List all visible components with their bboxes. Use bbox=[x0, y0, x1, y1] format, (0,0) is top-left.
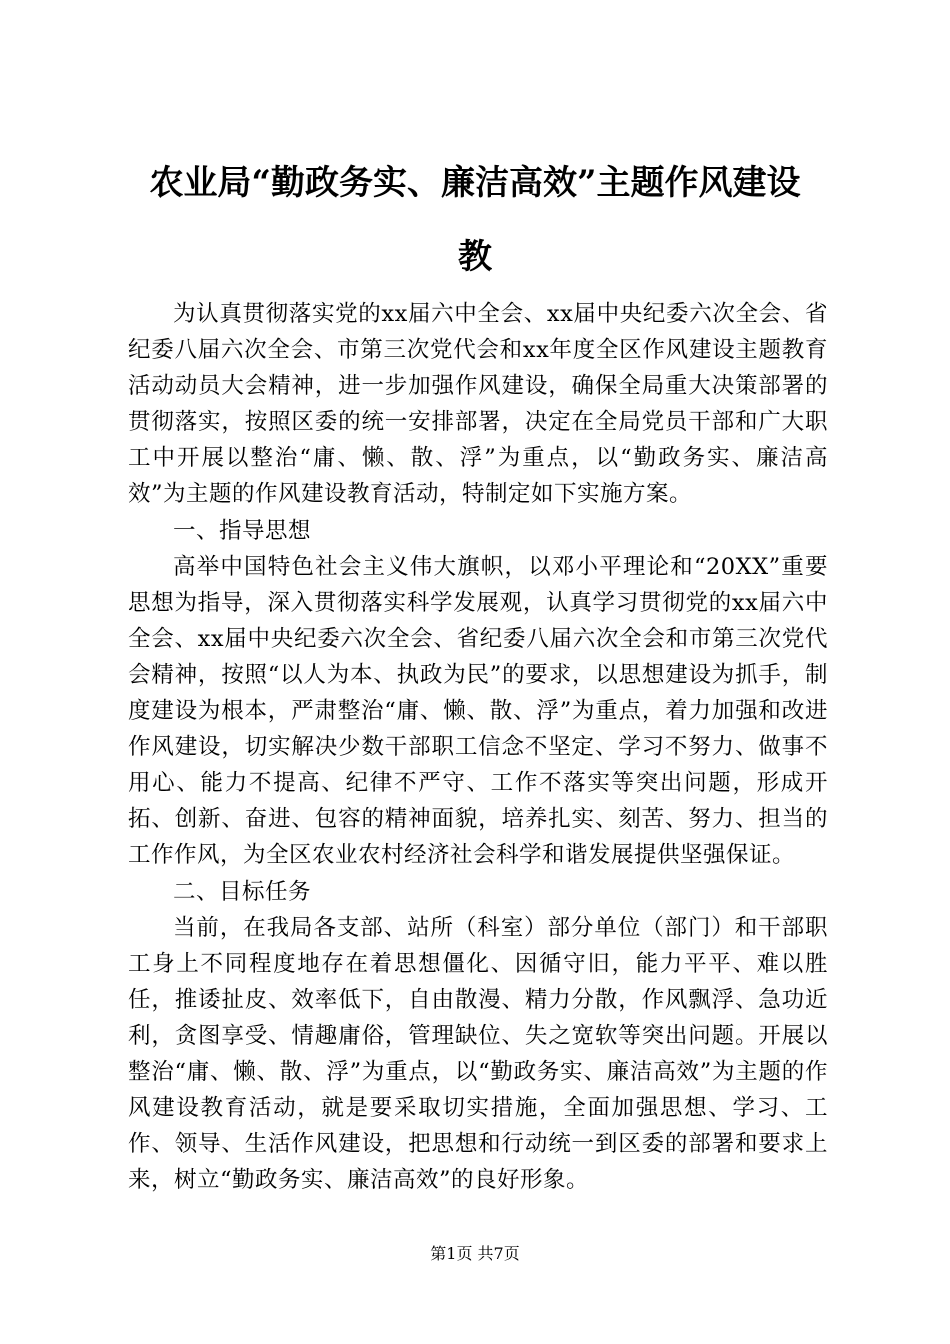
intro-paragraph: 为认真贯彻落实党的xx届六中全会、xx届中央纪委六次全会、省纪委八届六次全会、市第三次党代会和xx年度全区作风建设主题教育活动动员大会精神，进一步加强作风建设，确保全局重大决策部署的贯彻落实，按照区委的统一安排部署，决定在全局党员干部和广大职工中开展以整治“庸、懒、散、浮”为重点，以“勤政务实、廉洁高效”为主题的作风建设教育活动，特制定如下实施方案。 bbox=[128, 301, 828, 508]
document-title-line-1: 农业局“勤政务实、廉洁高效”主题作风建设 bbox=[149, 163, 801, 203]
document-title-line-2: 教 bbox=[458, 237, 492, 277]
goals-tasks-paragraph: 当前，在我局各支部、站所（科室）部分单位（部门）和干部职工身上不同程度地存在着思想僵化、因循守旧，能力平平、难以胜任，推诿扯皮、效率低下，自由散漫、精力分散，作风飘浮、急功近利，贪图享受、情趣庸俗，管理缺位、失之宽软等突出问题。开展以整治“庸、懒、散、浮”为重点，以“勤政务实、廉洁高效”为主题的作风建设教育活动，就是要采取切实措施，全面加强思想、学习、工作、领导、生活作风建设，把思想和行动统一到区委的部署和要求上来，树立“勤政务实、廉洁高效”的良好形象。 bbox=[128, 914, 828, 1194]
guiding-ideology-paragraph: 高举中国特色社会主义伟大旗帜，以邓小平理论和“20XX”重要思想为指导，深入贯彻落实科学发展观，认真学习贯彻党的xx届六中全会、xx届中央纪委六次全会、省纪委八届六次全会和市第三次党代会精神，按照“以人为本、执政为民”的要求，以思想建设为抓手，制度建设为根本，严肃整治“庸、懒、散、浮”为重点，着力加强和改进作风建设，切实解决少数干部职工信念不坚定、学习不努力、做事不用心、能力不提高、纪律不严守、工作不落实等突出问题，形成开拓、创新、奋进、包容的精神面貌，培养扎实、刻苦、努力、担当的工作作风，为全区农业农村经济社会科学和谐发展提供坚强保证。 bbox=[128, 553, 828, 869]
document-body bbox=[128, 296, 828, 1198]
section-heading-goals-tasks: 二、目标任务 bbox=[173, 878, 312, 905]
page-number-footer: 第1页 共7页 bbox=[430, 1244, 520, 1263]
section-heading-guiding-ideology: 一、指导思想 bbox=[173, 517, 312, 544]
